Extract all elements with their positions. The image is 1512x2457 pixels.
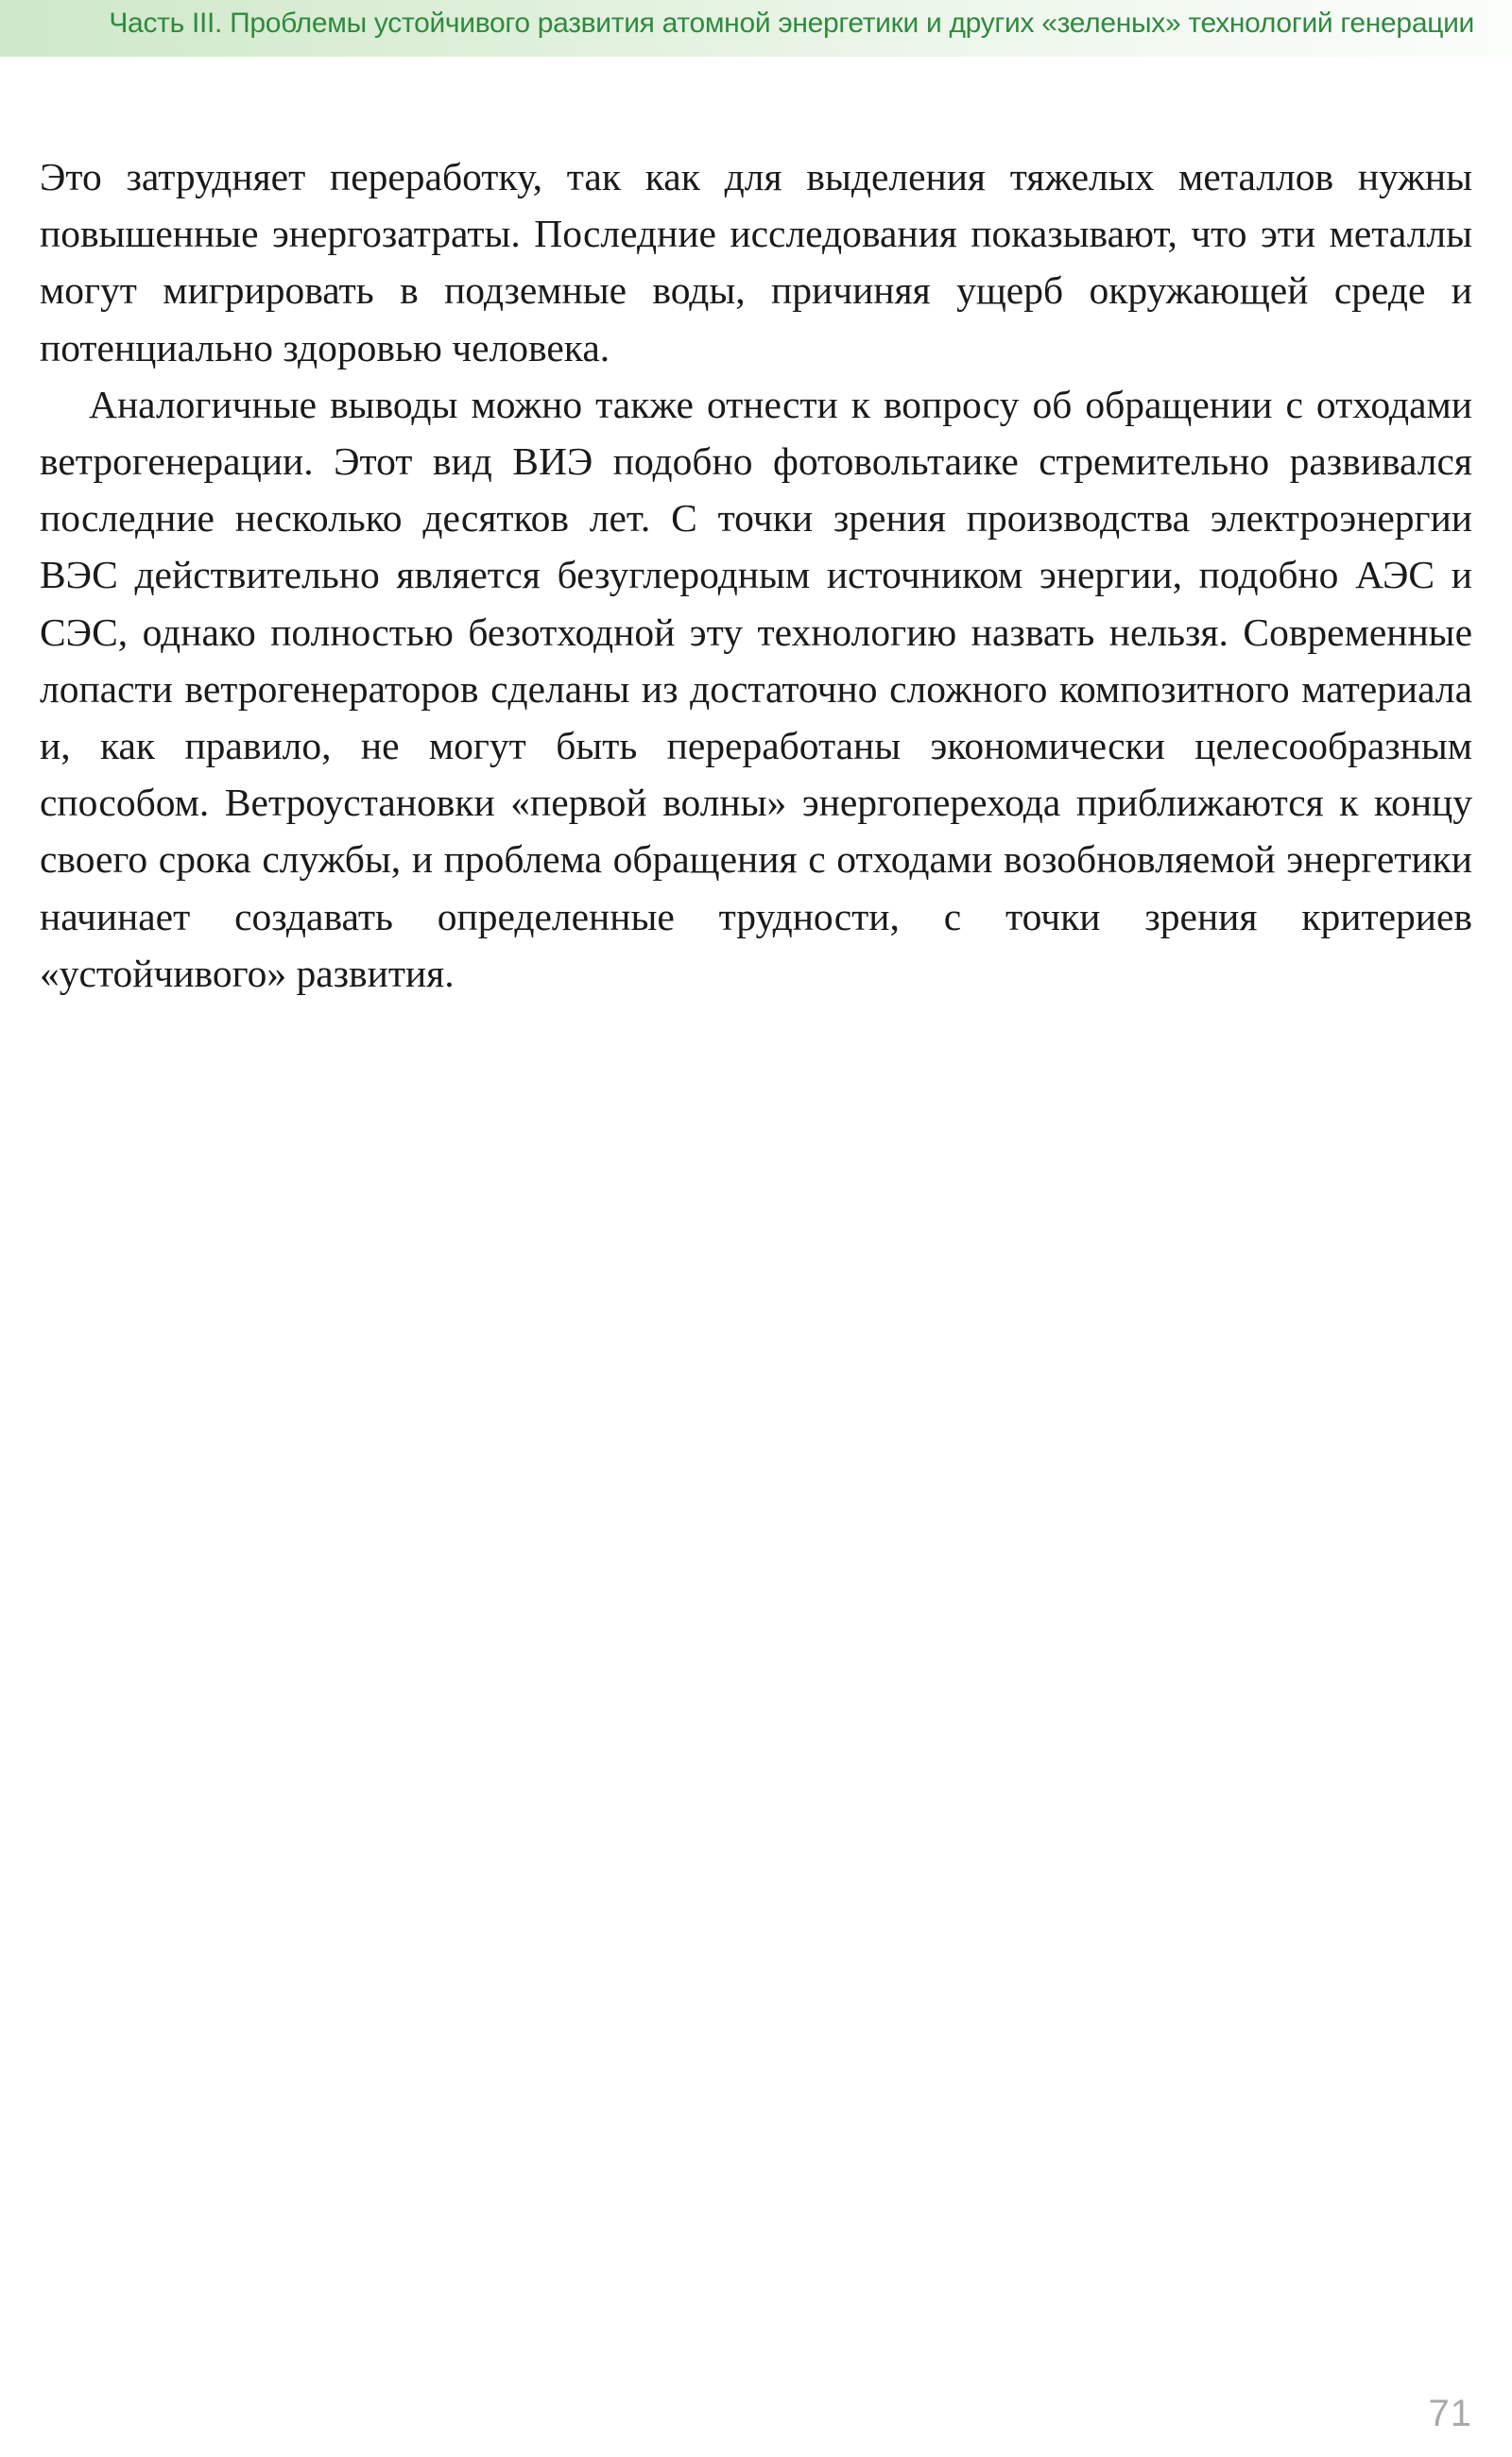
- body-text: [40, 148, 1472, 1002]
- paragraph-1: Это затрудняет переработку, так как для выделения тяжелых металлов нужны повышенные энергозатраты. Последние исследования показывают, что эти металлы могут мигрировать в подземные воды, причиняя ущерб окружающей среде и потенциально здоровью человека.: [40, 155, 1472, 369]
- running-header: [0, 0, 1512, 57]
- paragraph-2: Аналогичные выводы можно также отнести к вопросу об обращении с отходами ветрогенерации. Этот вид ВИЭ подобно фотовольтаике стремительно развивался последние несколько десятков лет. С точки зрения производства электроэнергии ВЭС действительно является безуглеродным источником энергии, подобно АЭС и СЭС, однако полностью безотходной эту технологию назвать нельзя. Современные лопасти ветрогенераторов сделаны из достаточно сложного композитного материала и, как правило, не могут быть переработаны экономически целесообразным способом. Ветроустановки «первой волны» энергоперехода приближаются к концу своего срока службы, и проблема обращения с отходами возобновляемой энергетики начинает создавать определенные трудности, с точки зрения критериев «устойчивого» развития.: [40, 382, 1472, 995]
- page-number: 71: [1428, 2393, 1472, 2434]
- running-header-title: Часть III. Проблемы устойчивого развития атомной энергетики и других «зеленых» технологий генерации: [109, 8, 1474, 39]
